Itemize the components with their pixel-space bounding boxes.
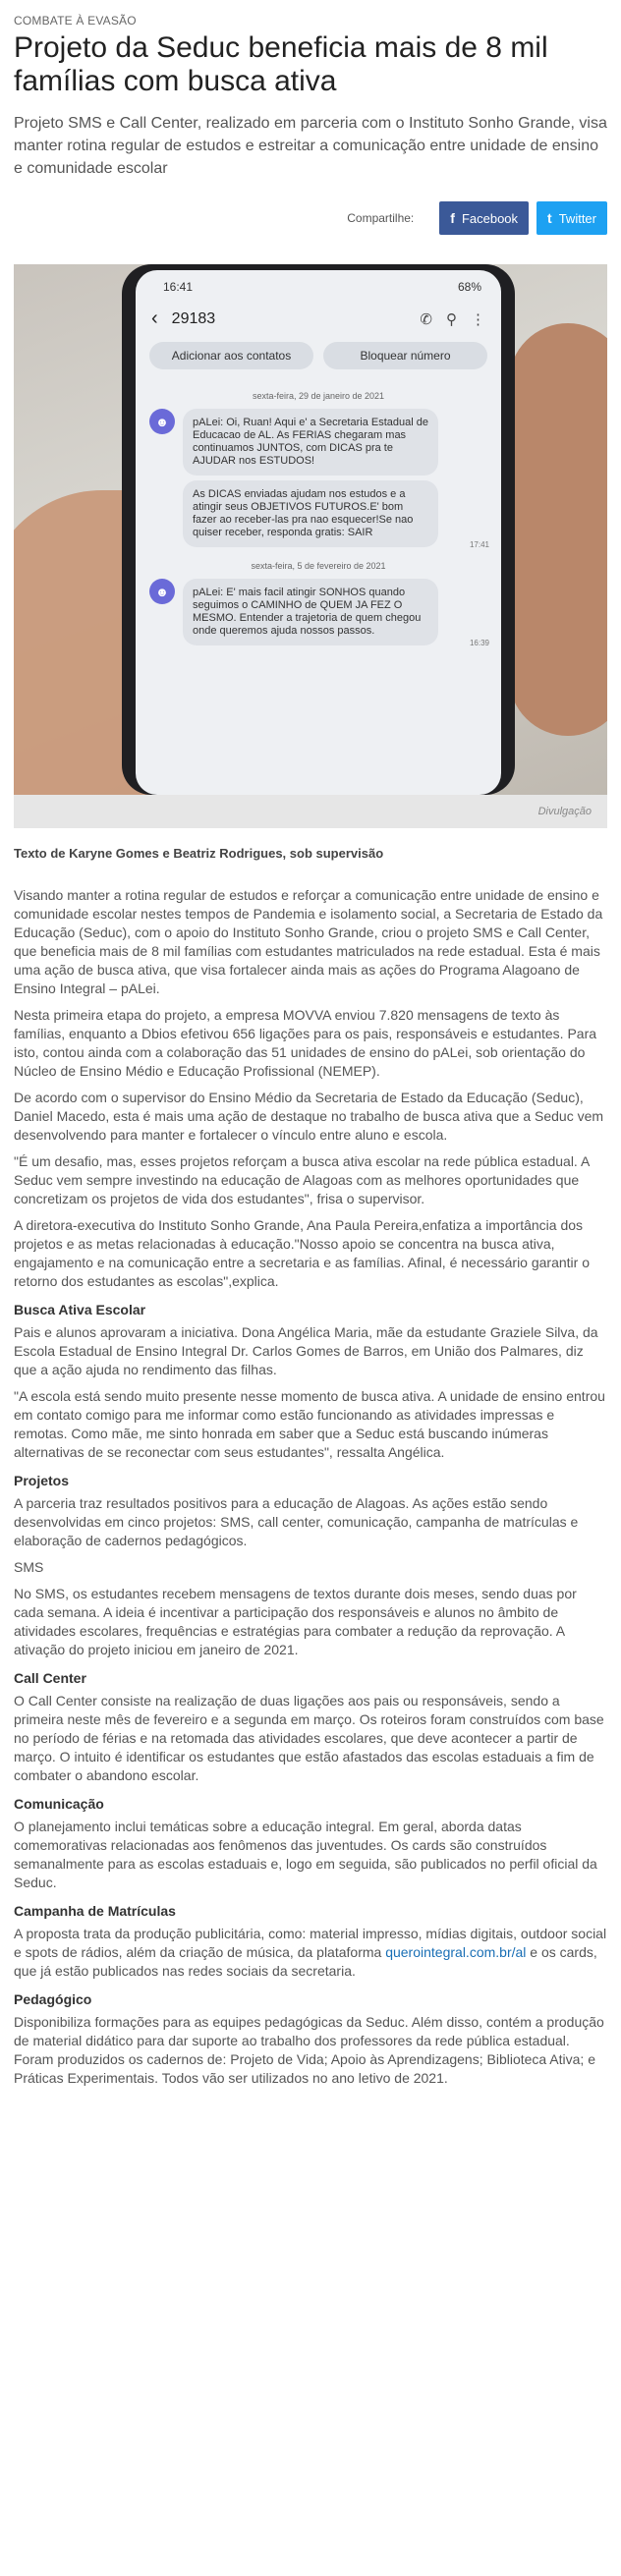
article-title: Projeto da Seduc beneficia mais de 8 mil famílias com busca ativa	[14, 31, 548, 97]
paragraph: Visando manter a rotina regular de estudos e reforçar a comunicação entre unidade de ensino e comunidade escolar nestes tempos de Pandemia e isolamento social, a Secretaria de Estado da Educação (Seduc), com o apoio do Instituto Sonho Grande, criou o projeto SMS e Call Center, que beneficia mais de 8 mil famílias com estudantes matriculados na rede estadual. Esta é mais uma ação de busca ativa, que visa fortalecer ainda mais as ações do Programa Alagoano de Ensino Integral – pALei.	[14, 887, 603, 996]
section-heading: Campanha de Matrículas	[14, 1903, 176, 1919]
paragraph: "A escola está sendo muito presente nesse momento de busca ativa. A unidade de ensino entrou em contato comigo para me informar como estão funcionando as atividades impressas e remotas. Como mãe, me sinto honrada em saber que a Seduc está buscando inúmeras alternativas de se reconectar com seus estudantes", ressalta Angélica.	[14, 1388, 605, 1460]
phone-screen	[136, 270, 501, 795]
message-date: sexta-feira, 5 de fevereiro de 2021	[251, 561, 386, 571]
section-heading: Pedagógico	[14, 1991, 92, 2007]
paragraph-text: A proposta trata da produção publicitária, como: material impresso, mídias digitais, outdoor social e spots de rádios, além da criação de música, da plataforma	[14, 1926, 607, 1960]
paragraph: "É um desafio, mas, esses projetos reforçam a busca ativa escolar na rede pública estadual. A Seduc vem sempre investindo na educação de Alagoas com as melhores oportunidades que concretizam os projetos de vida dos estudantes", frisa o supervisor.	[14, 1153, 590, 1206]
article-subtitle: Projeto SMS e Call Center, realizado em parceria com o Instituto Sonho Grande, visa manter rotina regular de estudos e estreitar a comunicação entre unidade de ensino e comunidade escolar	[14, 115, 607, 177]
phone-time: 16:41	[163, 280, 194, 294]
paragraph: De acordo com o supervisor do Ensino Médio da Secretaria de Estado da Educação (Seduc), Daniel Macedo, esta é mais uma ação de destaque no trabalho de busca ativa que a Seduc vem desenvolvendo para manter e fortalecer o vínculo entre aluno e escola.	[14, 1090, 604, 1143]
section-label: SMS	[14, 1559, 44, 1575]
section-heading: Busca Ativa Escolar	[14, 1302, 146, 1317]
twitter-share-label: Twitter	[558, 210, 596, 226]
sender-avatar-icon: ☻	[149, 409, 175, 434]
block-number-chip: Bloquear número	[323, 342, 487, 369]
message-time: 17:41	[469, 540, 489, 549]
search-icon: ⚲	[446, 310, 457, 328]
section-heading: Comunicação	[14, 1796, 104, 1812]
phone-status-bar	[136, 270, 501, 294]
more-options-icon: ⋮	[471, 310, 485, 328]
facebook-share-button[interactable]	[439, 201, 529, 235]
phone-call-icon: ✆	[420, 310, 432, 328]
photo-credit: Divulgação	[537, 806, 592, 817]
article-byline: Texto de Karyne Gomes e Beatriz Rodrigues, sob supervisão	[14, 846, 384, 861]
hand-shape-right	[509, 323, 607, 736]
paragraph: No SMS, os estudantes recebem mensagens de textos durante dois meses, sendo duas por cada semana. A ideia é incentivar a participação dos responsáveis e alunos no âmbito de atividades escolares, frequências e estratégias para combater a redução da reprovação. A ativação do projeto iniciou em janeiro de 2021.	[14, 1586, 577, 1657]
figure-caption-bar	[14, 795, 607, 828]
share-label: Compartilhe:	[347, 211, 415, 225]
message-group	[136, 409, 501, 549]
message-bubble: As DICAS enviadas ajudam nos estudos e a atingir seus OBJETIVOS FUTUROS.E' bom fazer ao receber-las pra nao esquecer!Se nao quiser receber, responda gratis: SAIR	[183, 480, 438, 547]
phone-actions	[136, 340, 501, 379]
paragraph: Pais e alunos aprovaram a iniciativa. Dona Angélica Maria, mãe da estudante Graziele Silva, da Escola Estadual de Ensino Integral Dr. Carlos Gomes de Barros, em União dos Palmares, diz que a ação ajuda no rendimento das filhas.	[14, 1324, 598, 1377]
back-arrow-icon: ‹	[151, 308, 158, 329]
article-photo	[14, 264, 607, 795]
message-bubble: pALei: Oi, Ruan! Aqui e' a Secretaria Estadual de Educacao de AL. As FERIAS chegaram mas continuamos JUNTOS, com DICAS pra te AJUDAR nos ESTUDOS!	[183, 409, 438, 476]
message-time: 16:39	[469, 639, 489, 647]
paragraph: A diretora-executiva do Instituto Sonho Grande, Ana Paula Pereira,enfatiza a importância dos projetos e as metas relacionadas à educação."Nosso apoio se concentra na busca ativa, engajamento e na comunicação entre a secretaria e as famílias. Afinal, é necessário garantir o retorno dos estudantes as escolas",explica.	[14, 1217, 590, 1289]
paragraph: O Call Center consiste na realização de duas ligações aos pais ou responsáveis, sendo a primeira neste mês de fevereiro e a segunda em março. Os roteiros foram construídos com base no período de férias e na retomada das atividades escolares, que deve acontecer a partir de março. O intuito é identificar os estudantes que estão afastados das escolas estaduais a fim de combater o abandono escolar.	[14, 1693, 604, 1783]
paragraph: Nesta primeira etapa do projeto, a empresa MOVVA enviou 7.820 mensagens de texto às famílias, enquanto a Dbios efetivou 656 ligações para os pais, responsáveis e estudantes. Para isto, contou ainda com a colaboração das 51 unidades de ensino do pALei, sob orientação do Núcleo de Ensino Médio e Educação Profissional (NEMEP).	[14, 1007, 597, 1079]
section-heading: Call Center	[14, 1670, 86, 1686]
article-figure	[14, 264, 607, 828]
sender-avatar-icon: ☻	[149, 579, 175, 604]
article-body	[14, 886, 607, 2088]
message-group	[136, 579, 501, 647]
facebook-icon: f	[450, 210, 455, 226]
add-contact-chip: Adicionar aos contatos	[149, 342, 313, 369]
facebook-share-label: Facebook	[461, 210, 519, 226]
phone-battery: 68%	[457, 280, 481, 294]
paragraph	[14, 1925, 607, 1981]
paragraph: A parceria traz resultados positivos para a educação de Alagoas. As ações estão sendo desenvolvidas em cinco projetos: SMS, call center, comunicação, campanha de matrículas e elaboração de cadernos pedagógicos.	[14, 1495, 579, 1548]
message-bubble: pALei: E' mais facil atingir SONHOS quando seguimos o CAMINHO de QUEM JA FEZ O MESMO. Entender a trajetoria de quem chegou onde queremos ajuda nossos passos.	[183, 579, 438, 645]
querointegral-link[interactable]: querointegral.com.br/al	[385, 1944, 527, 1960]
paragraph-text: e os cards, que já estão publicados nas redes sociais da secretaria.	[14, 1944, 597, 1979]
share-bar	[14, 201, 607, 235]
twitter-icon: t	[547, 210, 552, 226]
paragraph: O planejamento inclui temáticas sobre a educação integral. Em geral, aborda datas comemorativas relacionadas aos fenômenos das juventudes. Os cards são construídos semanalmente para as escolas estaduais e, logo em seguida, são publicados no perfil oficial da Seduc.	[14, 1819, 597, 1890]
article-kicker: COMBATE À EVASÃO	[14, 14, 137, 28]
section-heading: Projetos	[14, 1473, 70, 1488]
phone-contact-number: 29183	[171, 309, 216, 327]
twitter-share-button[interactable]	[536, 201, 607, 235]
paragraph: Disponibiliza formações para as equipes pedagógicas da Seduc. Além disso, contém a produção de material didático para dar suporte ao trabalho dos professores da rede pública estadual. Foram produzidos os cadernos de: Projeto de Vida; Apoio às Aprendizagens; Biblioteca Ativa; e Práticas Experimentais. Todos vão ser utilizados no ano letivo de 2021.	[14, 2014, 604, 2086]
phone-header	[136, 294, 501, 340]
message-date: sexta-feira, 29 de janeiro de 2021	[252, 391, 385, 401]
